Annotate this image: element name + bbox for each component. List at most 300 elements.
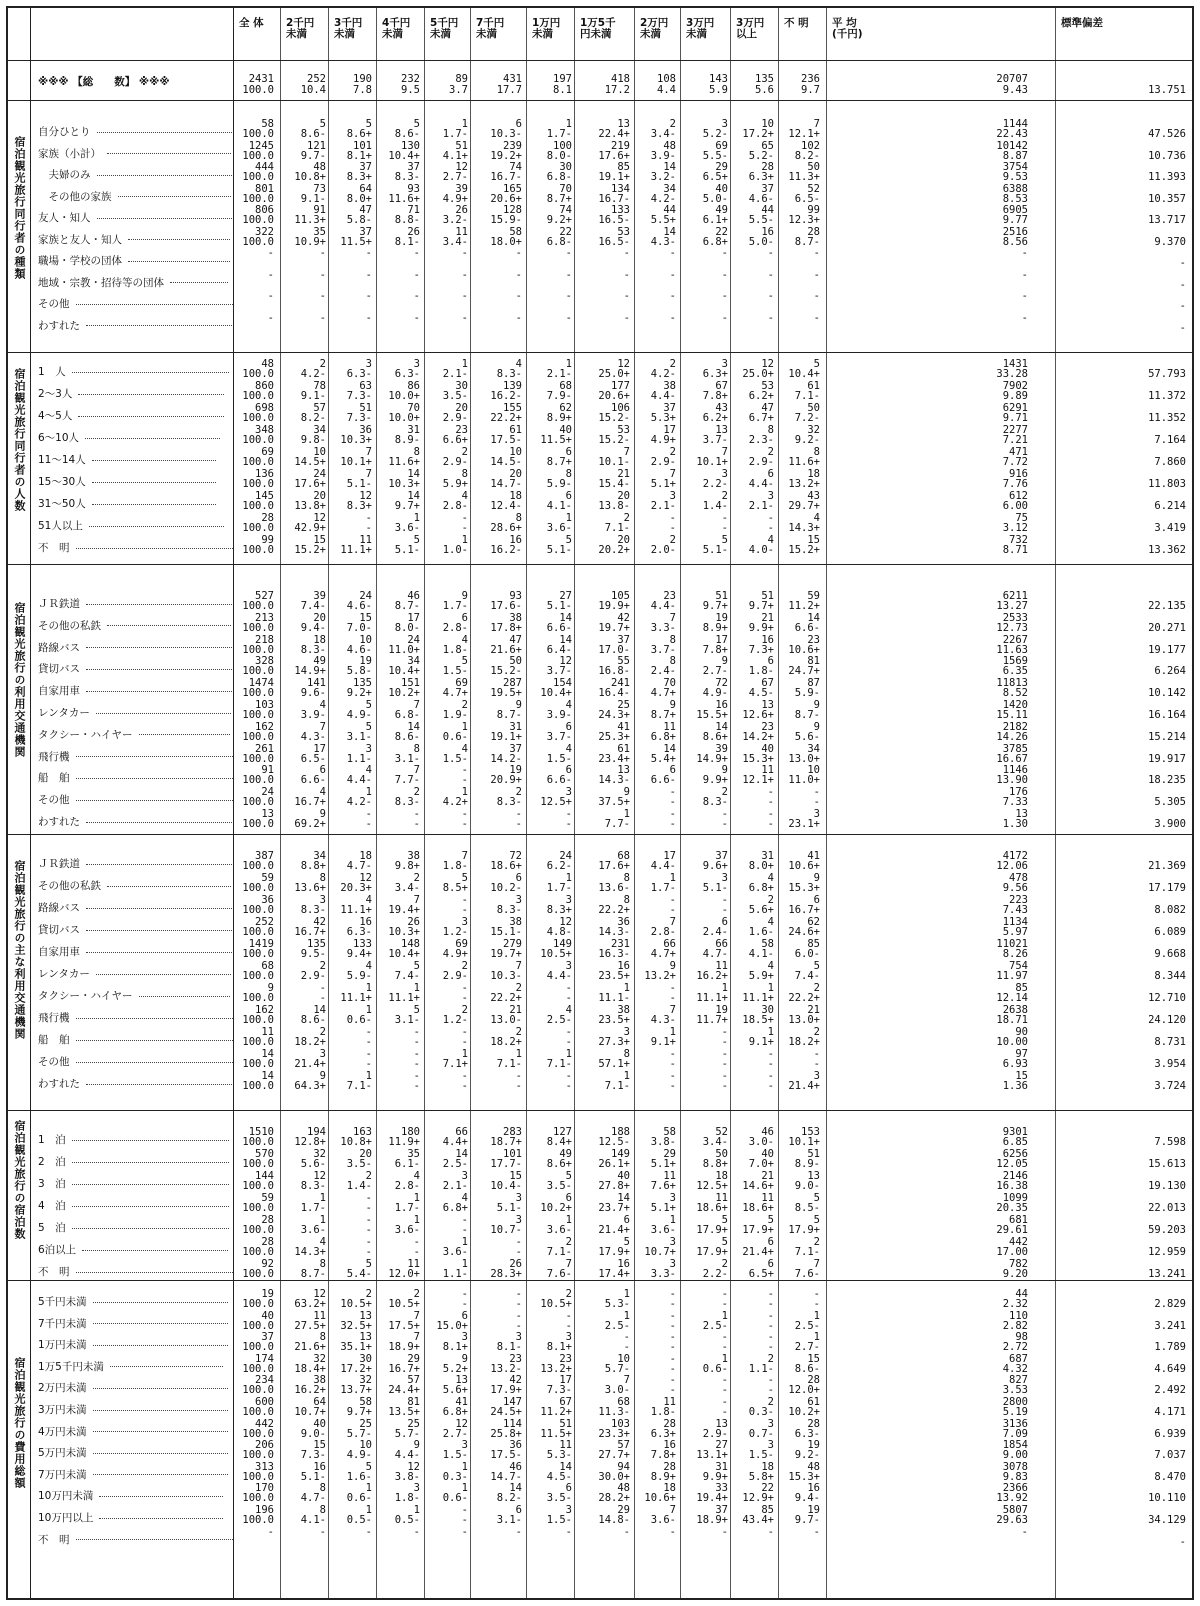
percent-cell: 7.6- — [794, 1268, 820, 1280]
percent-cell: - — [413, 1058, 420, 1070]
row-label-text: 5万円未満 — [38, 1447, 87, 1460]
count-cell: 3 — [515, 894, 522, 906]
count-cell: 22 — [761, 1482, 774, 1495]
percent-cell: 1.8- — [442, 860, 468, 872]
leader-dots — [93, 1388, 228, 1389]
percent-cell: 3.6- — [394, 1224, 420, 1236]
percent-cell: 100.0 — [242, 643, 274, 656]
row-label-text: 6～10人 — [38, 432, 80, 444]
percent-cell: 4.649 — [1154, 1362, 1186, 1375]
count-cell: 5 — [365, 1258, 372, 1270]
total-percent: 100.0 — [242, 84, 274, 96]
count-cell: 42 — [509, 1374, 522, 1387]
percent-cell: 9.668 — [1154, 948, 1186, 960]
row-label-text: 家族（小計） — [38, 147, 101, 160]
count-cell: 2 — [721, 1258, 728, 1270]
count-cell: 24 — [359, 590, 372, 602]
count-cell: 3 — [669, 1258, 676, 1270]
count-cell: 3078 — [1002, 1460, 1028, 1473]
count-cell: 26 — [455, 204, 468, 216]
percent-cell: 1.7- — [546, 882, 572, 894]
percent-cell: 9.2+ — [546, 214, 572, 226]
count-cell: 20 — [313, 611, 326, 624]
percent-cell: 6.3- — [346, 926, 372, 938]
count-cell: 11813 — [996, 677, 1028, 690]
percent-cell: 3.12 — [1002, 522, 1028, 534]
count-cell: 4172 — [1002, 850, 1028, 862]
percent-cell: 7.4- — [300, 600, 326, 612]
count-cell: 51 — [359, 402, 372, 414]
row-label — [38, 496, 216, 511]
percent-cell: 13.2+ — [644, 970, 676, 982]
row-label — [38, 1294, 228, 1309]
count-cell: 103 — [611, 1417, 630, 1430]
count-cell: - — [461, 1504, 468, 1516]
percent-cell: 4.4+ — [442, 1136, 468, 1148]
percent-cell: 100.0 — [242, 860, 274, 872]
percent-cell: 11.9+ — [388, 1136, 420, 1148]
count-cell: 74 — [509, 161, 522, 173]
percent-cell: 11.1+ — [340, 992, 372, 1004]
count-cell: - — [813, 290, 820, 302]
percent-cell: 8.0+ — [748, 860, 774, 872]
percent-cell: 16.2- — [490, 390, 522, 402]
leader-dots — [92, 482, 216, 483]
percent-cell: 2.5- — [604, 1319, 630, 1332]
percent-cell: 6.5+ — [702, 171, 728, 183]
count-cell: 1 — [565, 358, 572, 370]
leader-dots — [97, 218, 232, 219]
percent-cell: 22.135 — [1148, 600, 1186, 612]
count-cell: 3 — [565, 894, 572, 906]
percent-cell: 2.2- — [702, 478, 728, 490]
count-cell: 6 — [565, 1482, 572, 1495]
percent-cell: 14.9+ — [696, 752, 728, 765]
percent-cell: 0.6- — [702, 1362, 728, 1375]
count-cell: 37 — [359, 225, 372, 238]
count-cell: 41 — [617, 720, 630, 733]
percent-cell: 2.9- — [702, 1427, 728, 1440]
count-cell: - — [319, 982, 326, 994]
percent-cell: 5.1+ — [650, 1202, 676, 1214]
count-cell: - — [515, 1525, 522, 1538]
percent-cell: 100.0 — [242, 1341, 274, 1354]
count-cell: - — [721, 247, 728, 259]
count-cell: 15 — [359, 611, 372, 624]
count-cell: 1 — [813, 1309, 820, 1322]
percent-cell: 9.9+ — [702, 774, 728, 787]
count-cell: 12 — [407, 1460, 420, 1473]
percent-cell: 4.4- — [346, 774, 372, 787]
leader-dots — [86, 822, 232, 823]
count-cell: 7 — [365, 446, 372, 458]
count-cell: 52 — [715, 1126, 728, 1138]
percent-cell: 12.8+ — [294, 1136, 326, 1148]
count-cell: 279 — [503, 938, 522, 950]
statistics-table — [6, 6, 1194, 1600]
leader-dots — [76, 800, 233, 801]
count-cell: 25 — [359, 1417, 372, 1430]
count-cell: 2 — [813, 982, 820, 994]
percent-cell: 10.1- — [598, 456, 630, 468]
percent-cell: - — [767, 1080, 774, 1092]
percent-cell: 4.6- — [346, 600, 372, 612]
count-cell: - — [721, 1070, 728, 1082]
count-cell: - — [721, 1331, 728, 1344]
count-cell: 4 — [565, 1004, 572, 1016]
count-cell: 6 — [767, 468, 774, 480]
row-label-text: 貸切バス — [38, 924, 80, 936]
count-cell: 21 — [617, 468, 630, 480]
count-cell: 14 — [617, 1192, 630, 1204]
percent-cell: 9.83 — [1002, 1470, 1028, 1483]
count-cell: 3 — [413, 358, 420, 370]
count-cell: - — [461, 764, 468, 777]
total-count: 252 — [307, 73, 326, 85]
percent-cell: - — [565, 992, 572, 1004]
row-label — [38, 814, 232, 829]
percent-cell: 22.2+ — [788, 992, 820, 1004]
percent-cell: 9.7- — [794, 1514, 820, 1526]
row-label — [38, 430, 220, 445]
percent-cell: 7.1- — [546, 1058, 572, 1070]
percent-cell: 18.9+ — [388, 1341, 420, 1354]
count-cell: 9 — [813, 720, 820, 733]
count-cell: 14 — [559, 1460, 572, 1473]
count-cell: - — [365, 1048, 372, 1060]
count-cell: 8 — [669, 655, 676, 668]
count-cell: 18 — [663, 1482, 676, 1495]
count-cell: 16 — [617, 1258, 630, 1270]
count-cell: 141 — [307, 677, 326, 690]
count-cell: 32 — [359, 1374, 372, 1387]
percent-cell: 8.3+ — [346, 500, 372, 512]
count-cell: - — [767, 1374, 774, 1387]
percent-cell: - — [413, 818, 420, 830]
count-cell: 14 — [715, 720, 728, 733]
count-cell: 2516 — [1002, 225, 1028, 238]
count-cell: 7 — [813, 118, 820, 130]
count-cell: 6 — [461, 1309, 468, 1322]
percent-cell: 2.8- — [394, 1180, 420, 1192]
percent-cell: 100.0 — [242, 992, 274, 1004]
percent-cell: - — [365, 1036, 372, 1048]
percent-cell: 11.1+ — [340, 904, 372, 916]
count-cell: 13 — [715, 1417, 728, 1430]
count-cell: 110 — [1009, 1309, 1028, 1322]
percent-cell: 100.0 — [242, 1058, 274, 1070]
percent-cell: 100.0 — [242, 1224, 274, 1236]
count-cell: - — [461, 311, 468, 324]
leader-dots — [86, 647, 232, 648]
percent-cell: 16.8- — [598, 665, 630, 678]
count-cell: 26 — [509, 1258, 522, 1270]
percent-cell: 12.1+ — [788, 128, 820, 140]
row-label — [38, 1380, 228, 1395]
count-cell: 1 — [623, 982, 630, 994]
count-cell: - — [721, 808, 728, 820]
count-cell: - — [461, 982, 468, 994]
percent-cell: 100.0 — [242, 192, 274, 205]
percent-cell: 23.7+ — [598, 1202, 630, 1214]
count-cell: 70 — [559, 182, 572, 195]
count-cell: 9 — [461, 590, 468, 602]
count-cell: 1 — [413, 512, 420, 524]
count-cell: 38 — [407, 850, 420, 862]
percent-cell: 6.2+ — [702, 412, 728, 424]
count-cell: 1 — [365, 982, 372, 994]
percent-cell: - — [669, 904, 676, 916]
row-label — [38, 1176, 229, 1191]
percent-cell: 29.7+ — [788, 500, 820, 512]
count-cell: 58 — [359, 1396, 372, 1408]
count-cell: - — [565, 982, 572, 994]
percent-cell: 8.3- — [300, 1180, 326, 1192]
count-cell: 114 — [503, 1417, 522, 1430]
percent-cell: 10.8+ — [294, 171, 326, 183]
count-cell: 1 — [461, 534, 468, 546]
count-cell: 5807 — [1002, 1504, 1028, 1516]
row-label-text: 友人・知人 — [38, 212, 91, 224]
count-cell: 8 — [669, 633, 676, 646]
count-cell: 98 — [1015, 1331, 1028, 1344]
leader-dots — [170, 282, 228, 283]
count-cell: 14 — [261, 1070, 274, 1082]
column-divider — [826, 8, 827, 1598]
row-label — [38, 1076, 232, 1091]
row-label — [38, 124, 232, 139]
count-cell: 4 — [365, 764, 372, 777]
percent-cell: 13.0- — [490, 1014, 522, 1026]
percent-cell: - — [721, 1384, 728, 1397]
total-count: 108 — [657, 73, 676, 85]
percent-cell: 9.1+ — [748, 1036, 774, 1048]
count-cell: - — [461, 894, 468, 906]
count-cell: 5 — [565, 1170, 572, 1182]
count-cell: 11 — [715, 960, 728, 972]
percent-cell: 11.6+ — [788, 456, 820, 468]
percent-cell: 100.0 — [242, 149, 274, 162]
percent-cell: 2.1- — [442, 368, 468, 380]
count-cell: 4 — [767, 534, 774, 546]
count-cell: 2 — [565, 1236, 572, 1248]
count-cell: - — [267, 311, 274, 324]
count-cell: 155 — [503, 402, 522, 414]
percent-cell: 5.1- — [702, 544, 728, 556]
percent-cell: 7.0- — [346, 621, 372, 634]
row-label — [38, 364, 229, 379]
percent-cell: 9.9+ — [748, 621, 774, 634]
percent-cell: 20.2+ — [598, 544, 630, 556]
percent-cell: 32.5+ — [340, 1319, 372, 1332]
percent-cell: 5.19 — [1002, 1406, 1028, 1418]
percent-cell: 16.3- — [598, 948, 630, 960]
count-cell: 37 — [407, 161, 420, 173]
percent-cell: 8.56 — [1002, 235, 1028, 248]
count-cell: 6 — [565, 490, 572, 502]
count-cell: 8 — [319, 1331, 326, 1344]
percent-cell: 8.731 — [1154, 1036, 1186, 1048]
percent-cell: 5.97 — [1002, 926, 1028, 938]
count-cell: 44 — [1015, 1288, 1028, 1300]
total-percent: 3.7 — [449, 84, 468, 96]
count-cell: - — [669, 268, 676, 281]
row-label — [38, 1488, 223, 1503]
count-cell: 19 — [715, 1004, 728, 1016]
count-cell: 10 — [617, 1352, 630, 1365]
leader-dots — [78, 416, 224, 417]
percent-cell: 19.5+ — [490, 687, 522, 700]
percent-cell: - — [365, 1246, 372, 1258]
percent-cell: 100.0 — [242, 970, 274, 982]
percent-cell: - — [1179, 1535, 1186, 1548]
count-cell: 5 — [365, 1460, 372, 1473]
count-cell: 1 — [319, 1214, 326, 1226]
percent-cell: 100.0 — [242, 1384, 274, 1397]
row-label — [38, 1359, 223, 1374]
count-cell: 46 — [407, 590, 420, 602]
total-count: 197 — [553, 73, 572, 85]
percent-cell: 2.8- — [650, 926, 676, 938]
percent-cell: 7.1- — [346, 1080, 372, 1092]
count-cell: 8 — [565, 468, 572, 480]
count-cell: 1 — [623, 1288, 630, 1300]
percent-cell: 8.71 — [1002, 544, 1028, 556]
count-cell: 68 — [617, 1396, 630, 1408]
row-label-text: 2万円未満 — [38, 1382, 87, 1395]
row-label — [38, 705, 231, 720]
percent-cell: 4.2+ — [442, 796, 468, 809]
count-cell: 2 — [515, 982, 522, 994]
percent-cell: 0.3- — [442, 1470, 468, 1483]
column-header: 標準偏差 — [1061, 17, 1103, 29]
percent-cell: 11.1+ — [742, 992, 774, 1004]
count-cell: 34 — [663, 182, 676, 195]
count-cell: 30 — [559, 161, 572, 173]
count-cell: 11 — [559, 1439, 572, 1452]
count-cell: 442 — [1009, 1236, 1028, 1248]
count-cell: - — [413, 808, 420, 820]
row-label — [38, 792, 233, 807]
count-cell: 19 — [807, 1439, 820, 1452]
row-label — [38, 518, 224, 533]
percent-cell: 4.5- — [546, 1470, 572, 1483]
percent-cell: 10.1+ — [696, 456, 728, 468]
percent-cell: 27.8+ — [598, 1180, 630, 1192]
count-cell: 2 — [413, 1288, 420, 1300]
percent-cell: 18.71 — [996, 1014, 1028, 1026]
percent-cell: 100.0 — [242, 128, 274, 140]
percent-cell: 8.082 — [1154, 904, 1186, 916]
count-cell: 59 — [261, 872, 274, 884]
count-cell: 1 — [461, 118, 468, 130]
percent-cell: 9.9+ — [702, 1470, 728, 1483]
percent-cell: 3.954 — [1154, 1058, 1186, 1070]
count-cell: 7 — [413, 699, 420, 711]
count-cell: 8 — [319, 1482, 326, 1495]
percent-cell: 9.370 — [1154, 235, 1186, 248]
count-cell: 12 — [313, 1288, 326, 1300]
percent-cell: 8.7- — [300, 1268, 326, 1280]
leader-dots — [97, 132, 232, 133]
percent-cell: 17.9+ — [696, 1246, 728, 1258]
count-cell: 74 — [559, 204, 572, 216]
percent-cell: 1.8- — [650, 1406, 676, 1418]
section-title: 宿泊観光旅行の利用交通機関 — [13, 601, 26, 758]
leader-dots — [93, 1345, 228, 1346]
leader-dots — [86, 1084, 232, 1085]
leader-dots — [72, 1206, 229, 1207]
percent-cell: 27.3+ — [598, 1036, 630, 1048]
row-label-text: 1万円未満 — [38, 1339, 87, 1352]
percent-cell: 4.9- — [702, 687, 728, 700]
count-cell: - — [767, 290, 774, 302]
count-cell: - — [365, 1525, 372, 1538]
count-cell: 139 — [503, 380, 522, 392]
count-cell: 348 — [255, 424, 274, 436]
percent-cell: 7.598 — [1154, 1136, 1186, 1148]
percent-cell: 42.9+ — [294, 522, 326, 534]
count-cell: 31 — [761, 850, 774, 862]
percent-cell: 8.7- — [394, 600, 420, 612]
count-cell: 33 — [715, 1482, 728, 1495]
count-cell: 5 — [721, 1214, 728, 1226]
percent-cell: - — [669, 1384, 676, 1397]
percent-cell: - — [767, 1298, 774, 1310]
percent-cell: 100.0 — [242, 434, 274, 446]
count-cell: 14 — [807, 611, 820, 624]
leader-dots — [76, 1040, 233, 1041]
count-cell: - — [669, 1048, 676, 1060]
percent-cell: 13.1+ — [696, 1449, 728, 1462]
percent-cell: 26.1+ — [598, 1158, 630, 1170]
percent-cell: 3.7- — [650, 643, 676, 656]
total-count: 190 — [353, 73, 372, 85]
count-cell: - — [623, 247, 630, 259]
count-cell: 11 — [663, 720, 676, 733]
count-cell: 313 — [255, 1460, 274, 1473]
percent-cell: 6.93 — [1002, 1058, 1028, 1070]
count-cell: 13 — [807, 1170, 820, 1182]
count-cell: 30 — [359, 1352, 372, 1365]
percent-cell: 14.9+ — [294, 665, 326, 678]
count-cell: - — [669, 1309, 676, 1322]
count-cell: 916 — [1009, 468, 1028, 480]
leader-dots — [110, 1366, 223, 1367]
count-cell: 101 — [503, 1148, 522, 1160]
percent-cell: 16.5- — [598, 235, 630, 248]
percent-cell: 9.1- — [300, 390, 326, 402]
row-label-text: 飛行機 — [38, 750, 70, 763]
count-cell: 2 — [413, 872, 420, 884]
percent-cell: 15.2- — [490, 665, 522, 678]
count-cell: 71 — [407, 204, 420, 216]
percent-cell: 20.271 — [1148, 621, 1186, 634]
percent-cell: 6.6- — [300, 774, 326, 787]
percent-cell: 4.7+ — [442, 687, 468, 700]
percent-cell: 4.9+ — [442, 948, 468, 960]
leader-dots — [107, 153, 231, 154]
percent-cell: 5.5+ — [650, 214, 676, 226]
count-cell: 135 — [307, 938, 326, 950]
percent-cell: 34.129 — [1148, 1514, 1186, 1526]
count-cell: 53 — [761, 380, 774, 392]
percent-cell: 1.7- — [442, 600, 468, 612]
count-cell: 5 — [413, 118, 420, 130]
count-cell: 213 — [255, 611, 274, 624]
percent-cell: 4.3- — [300, 730, 326, 743]
count-cell: 2 — [669, 358, 676, 370]
